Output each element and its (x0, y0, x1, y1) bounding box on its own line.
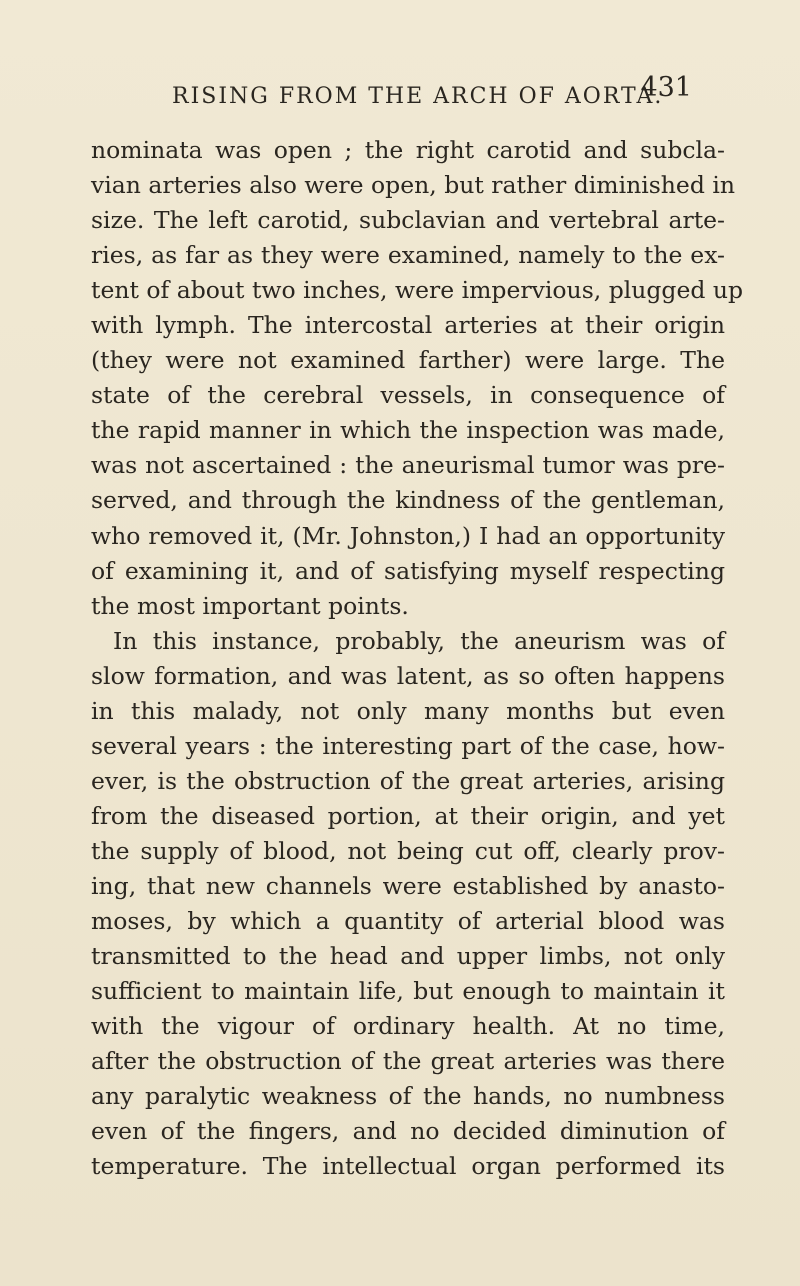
text-line: sufficient to maintain life, but enough to maintain it (91, 977, 725, 1006)
text-line: tent of about two inches, were impervious, plugged up (91, 276, 744, 305)
text-line: state of the cerebral vessels, in consequence of (91, 381, 725, 410)
text-line: from the diseased portion, at their origin, and yet (91, 801, 725, 830)
text-line: who removed it, (Mr. Johnston,) I had an opportunity (91, 521, 725, 550)
text-line: transmitted to the head and upper limbs, not only (91, 942, 725, 971)
text-line: ing, that new channels were established by anasto- (91, 871, 725, 900)
page-header (172, 72, 692, 116)
running-title: RISING FROM THE ARCH OF AORTA. (172, 84, 664, 109)
text-line: the supply of blood, not being cut off, clearly prov- (91, 836, 725, 865)
text-line: with the vigour of ordinary health. At no time, (91, 1012, 725, 1041)
page-number: 431 (640, 72, 692, 103)
text-line: was not ascertained : the aneurismal tumor was pre- (91, 451, 725, 480)
text-line: ever, is the obstruction of the great arteries, arising (91, 766, 725, 795)
text-line: of examining it, and of satisfying myself respecting (91, 556, 725, 585)
text-line: slow formation, and was latent, as so often happens (91, 661, 725, 690)
text-line: several years : the interesting part of the case, how- (91, 731, 725, 760)
text-line: served, and through the kindness of the gentleman, (91, 486, 725, 515)
text-line: vian arteries also were open, but rather diminished in (91, 171, 736, 200)
text-line: ries, as far as they were examined, namely to the ex- (91, 241, 725, 270)
text-line: nominata was open ; the right carotid and subcla- (91, 136, 725, 164)
text-line: any paralytic weakness of the hands, no numbness (91, 1082, 725, 1111)
text-line: even of the fingers, and no decided diminution of (91, 1117, 725, 1146)
text-line: the rapid manner in which the inspection was made, (91, 416, 725, 445)
text-line: temperature. The intellectual organ performed its (91, 1152, 725, 1181)
text-line: the most important points. (91, 591, 409, 620)
text-line: after the obstruction of the great arteries was there (91, 1047, 725, 1076)
text-line: moses, by which a quantity of arterial blood was (91, 907, 725, 936)
text-line: in this malady, not only many months but even (91, 696, 725, 725)
text-line: (they were not examined farther) were large. The (91, 346, 725, 375)
text-line: with lymph. The intercostal arteries at their origin (91, 311, 725, 340)
text-line: size. The left carotid, subclavian and vertebral arte- (91, 206, 725, 235)
body-text (91, 133, 744, 1184)
text-line: In this instance, probably, the aneurism was of (113, 626, 725, 655)
